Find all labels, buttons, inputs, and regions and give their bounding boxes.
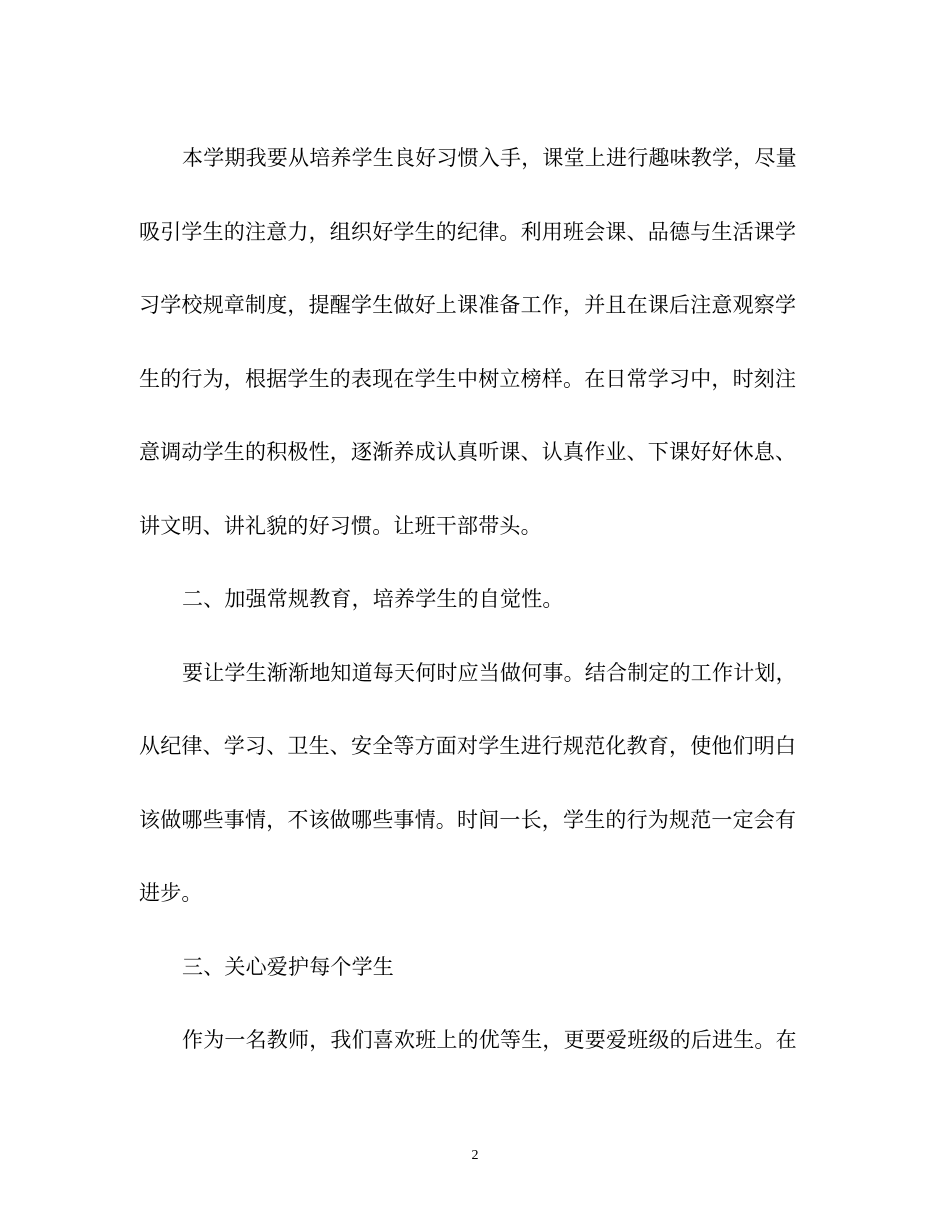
- text-line: 作为一名教师，我们喜欢班上的优等生，更要爱班级的后进生。在: [182, 1028, 797, 1052]
- text-line: 本学期我要从培养学生良好习惯入手，课堂上进行趣味教学，尽量: [182, 146, 797, 170]
- text-line: 习学校规章制度，提醒学生做好上课准备工作，并且在课后注意观察学: [139, 293, 797, 317]
- page-number: 2: [471, 1148, 479, 1163]
- text-line: 从纪律、学习、卫生、安全等方面对学生进行规范化教育，使他们明白: [139, 734, 797, 758]
- text-line: 吸引学生的注意力，组织好学生的纪律。利用班会课、品德与生活课学: [139, 219, 797, 244]
- text-line: 生的行为，根据学生的表现在学生中树立榜样。在日常学习中，时刻注: [139, 366, 797, 391]
- body-text: [139, 138, 819, 1094]
- text-line: 进步。: [139, 881, 203, 905]
- section-heading: 二、加强常规教育，培养学生的自觉性。: [182, 587, 564, 611]
- text-line: 要让学生渐渐地知道每天何时应当做何事。结合制定的工作计划，: [182, 660, 797, 685]
- text-line: 意调动学生的积极性，逐渐养成认真听课、认真作业、下课好好休息、: [139, 440, 797, 464]
- section-heading: 三、关心爱护每个学生: [182, 954, 394, 979]
- text-line: 讲文明、讲礼貌的好习惯。让班干部带头。: [139, 513, 542, 538]
- text-line: 该做哪些事情，不该做哪些事情。时间一长，学生的行为规范一定会有: [139, 807, 797, 832]
